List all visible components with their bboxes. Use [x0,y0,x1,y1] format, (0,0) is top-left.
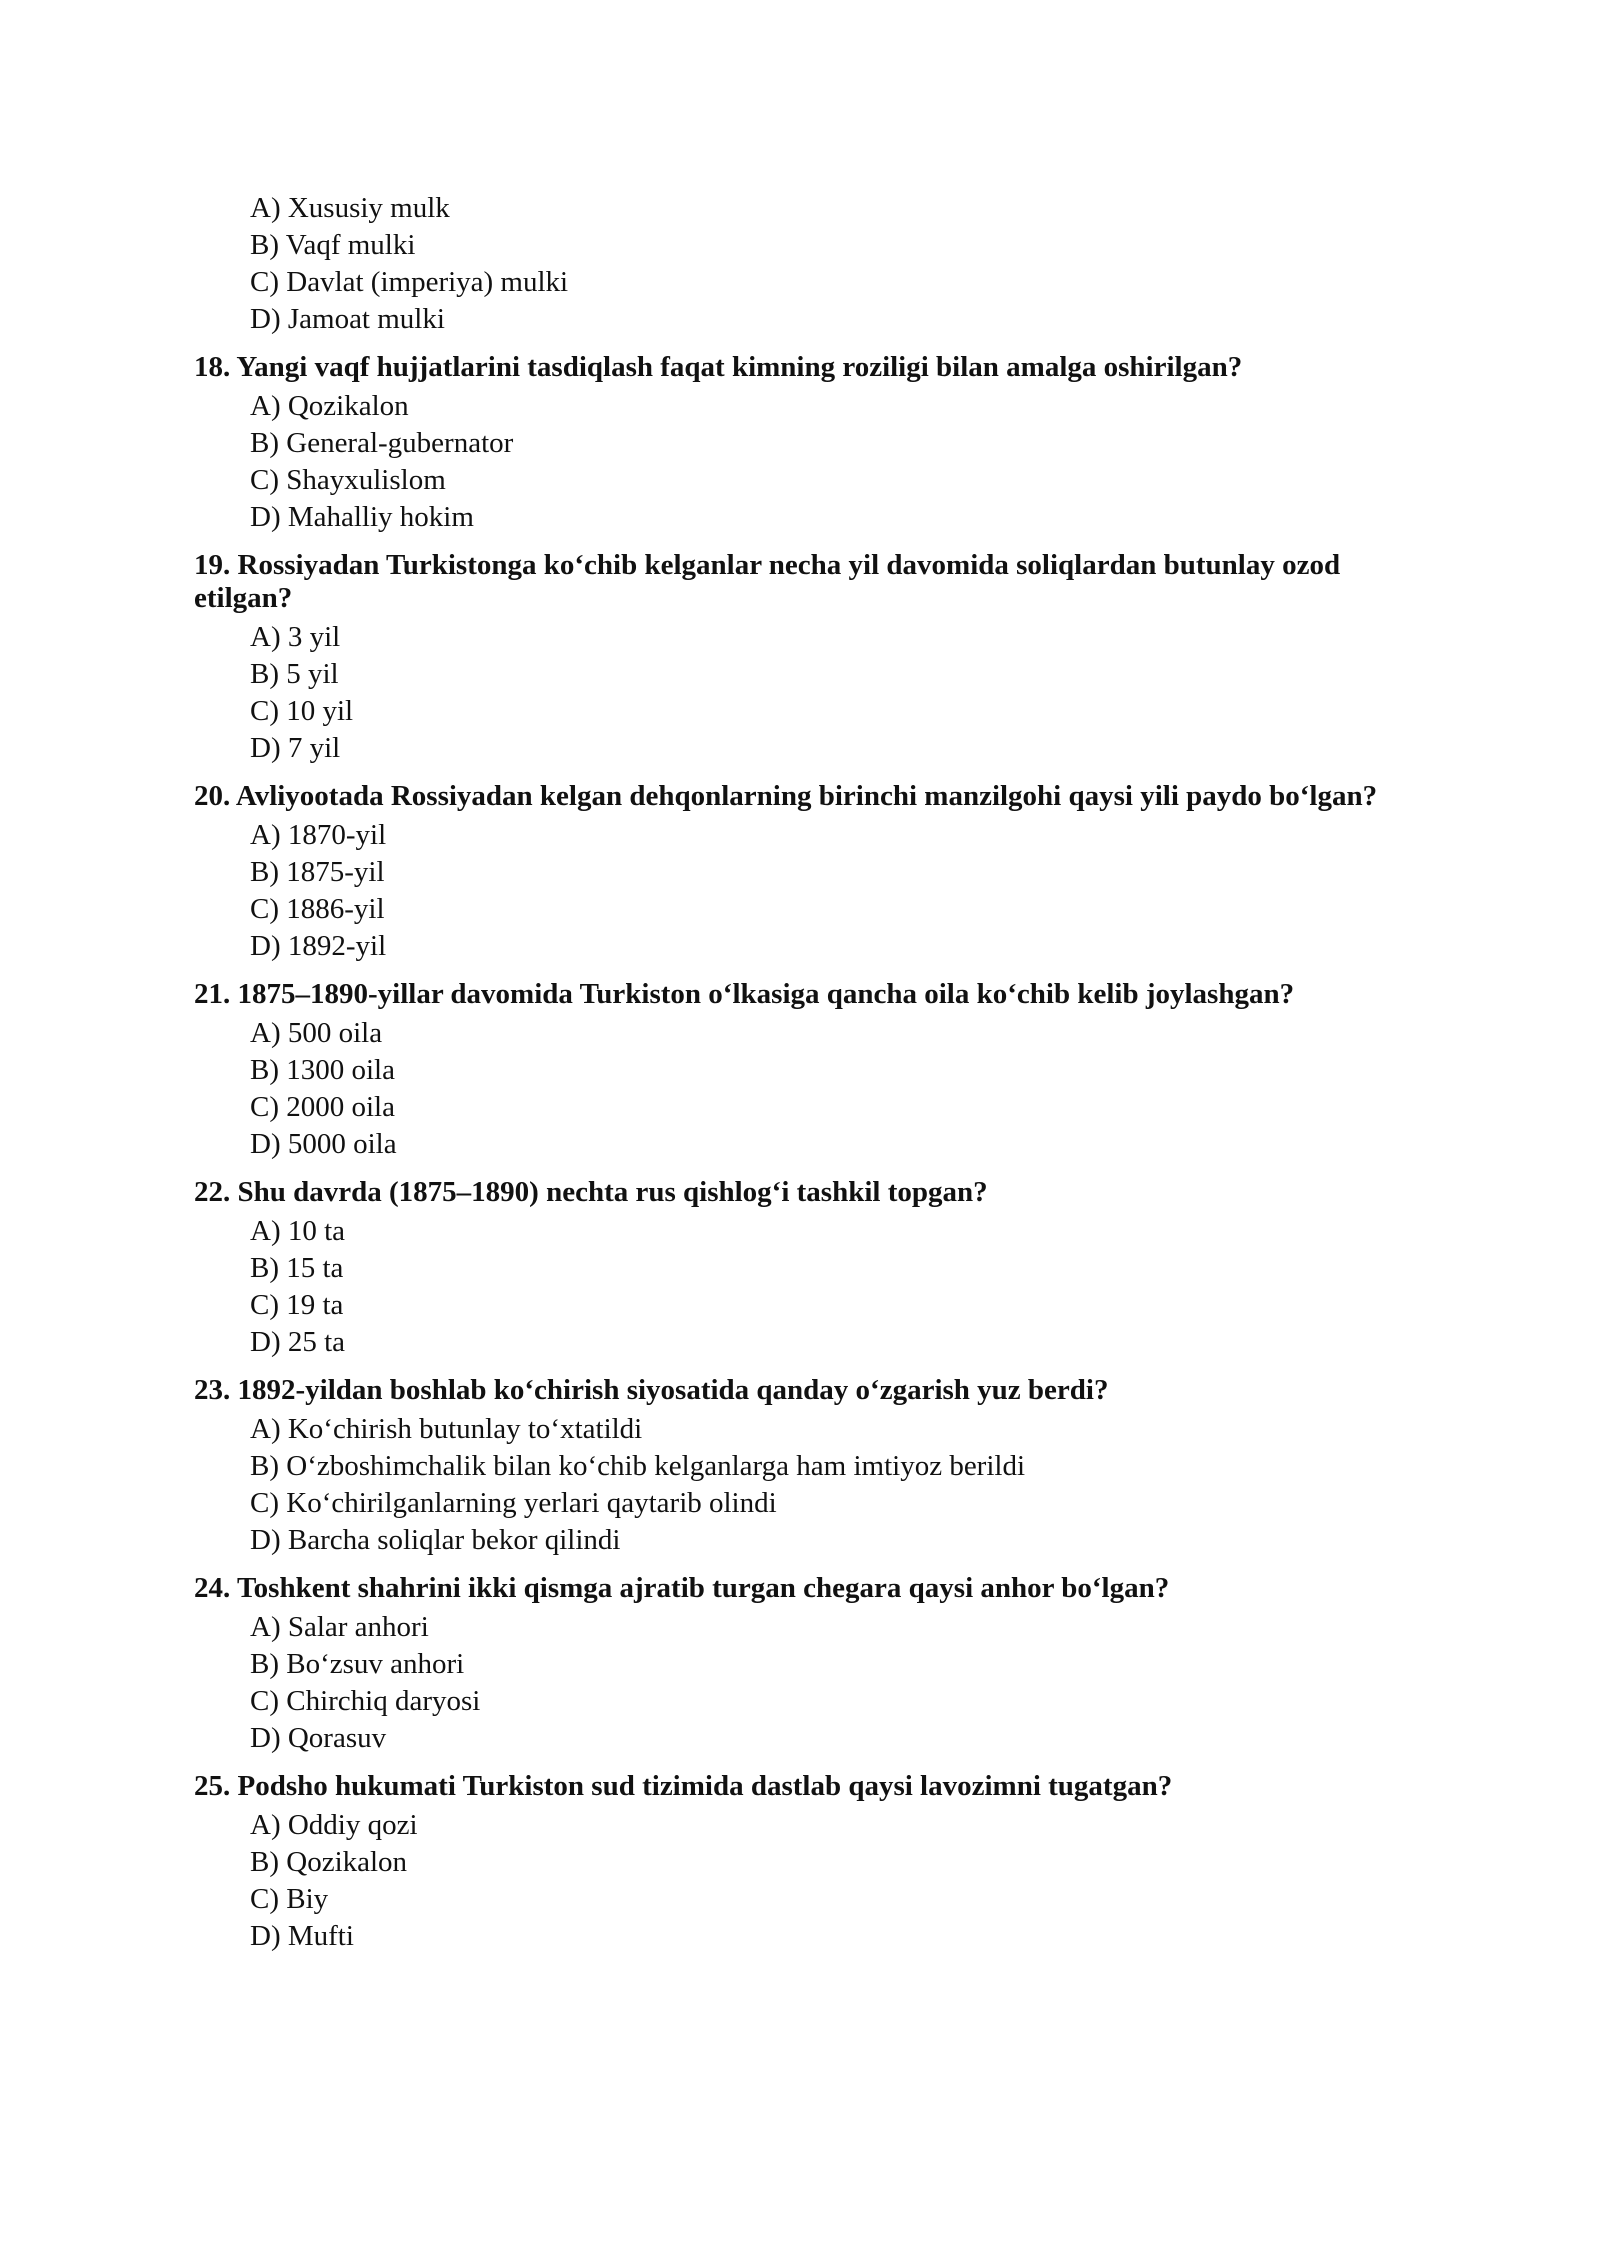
question-options [194,817,1414,965]
option-d: D) 25 ta [250,1326,346,1358]
option-b: B) Vaqf mulki [250,229,416,261]
question-text: 21. 1875–1890-yillar davomida Turkiston o‘lkasiga qancha oila ko‘chib kelib joylashgan? [194,978,1295,1010]
question-options [194,619,1414,767]
option-a: A) Ko‘chirish butunlay to‘xtatildi [250,1413,643,1445]
option-a: A) 10 ta [250,1215,346,1247]
question-text: 25. Podsho hukumati Turkiston sud tizimida dastlab qaysi lavozimni tugatgan? [194,1770,1173,1802]
question-text: 18. Yangi vaqf hujjatlarini tasdiqlash faqat kimning roziligi bilan amalga oshirilgan? [194,351,1243,383]
option-b: B) General-gubernator [250,427,514,459]
question-text: 23. 1892-yildan boshlab ko‘chirish siyosatida qanday o‘zgarish yuz berdi? [194,1374,1109,1406]
option-b: B) 15 ta [250,1252,344,1284]
option-a: A) 1870-yil [250,819,387,851]
option-a: A) Xususiy mulk [250,192,450,224]
question-text: 20. Avliyootada Rossiyadan kelgan dehqonlarning birinchi manzilgohi qaysi yili paydo bo‘lgan? [194,780,1378,812]
question-22 [194,1176,1414,1361]
question-23 [194,1374,1414,1559]
option-d: D) Qorasuv [250,1722,387,1754]
question-text: 22. Shu davrda (1875–1890) nechta rus qishlog‘i tashkil topgan? [194,1176,988,1208]
option-a: A) 3 yil [250,621,341,653]
question-20 [194,780,1414,965]
option-b: B) 5 yil [250,658,339,690]
option-a: A) Qozikalon [250,390,409,422]
question-24 [194,1572,1414,1757]
question-21 [194,978,1414,1163]
option-d: D) 7 yil [250,732,341,764]
option-c: C) Chirchiq daryosi [250,1685,481,1717]
question-text: 19. Rossiyadan Turkistonga ko‘chib kelganlar necha yil davomida soliqlardan butunlay ozod etilgan? [194,549,1341,614]
quiz-content [194,190,1414,1955]
question-text: 24. Toshkent shahrini ikki qismga ajratib turgan chegara qaysi anhor bo‘lgan? [194,1572,1170,1604]
option-b: B) O‘zboshimchalik bilan ko‘chib kelganlarga ham imtiyoz berildi [250,1450,1026,1482]
option-c: C) Davlat (imperiya) mulki [250,266,569,298]
question-options [194,1213,1414,1361]
option-a: A) Salar anhori [250,1611,429,1643]
option-c: C) 2000 oila [250,1091,395,1123]
option-b: B) Bo‘zsuv anhori [250,1648,465,1680]
continued-options [194,190,1414,338]
question-18 [194,351,1414,536]
question-25 [194,1770,1414,1955]
option-d: D) Mufti [250,1920,354,1952]
option-c: C) 1886-yil [250,893,385,925]
question-options [194,388,1414,536]
question-options [194,1609,1414,1757]
option-b: B) 1875-yil [250,856,385,888]
option-d: D) 1892-yil [250,930,387,962]
option-c: C) 19 ta [250,1289,344,1321]
question-19 [194,549,1414,767]
question-options [194,1015,1414,1163]
option-d: D) Barcha soliqlar bekor qilindi [250,1524,621,1556]
option-d: D) 5000 oila [250,1128,397,1160]
option-a: A) Oddiy qozi [250,1809,418,1841]
question-options [194,1411,1414,1559]
option-c: C) Biy [250,1883,329,1915]
option-d: D) Jamoat mulki [250,303,445,335]
option-c: C) 10 yil [250,695,354,727]
option-b: B) Qozikalon [250,1846,408,1878]
question-options [194,1807,1414,1955]
option-a: A) 500 oila [250,1017,383,1049]
option-b: B) 1300 oila [250,1054,395,1086]
option-c: C) Shayxulislom [250,464,446,496]
option-d: D) Mahalliy hokim [250,501,474,533]
option-c: C) Ko‘chirilganlarning yerlari qaytarib olindi [250,1487,777,1519]
